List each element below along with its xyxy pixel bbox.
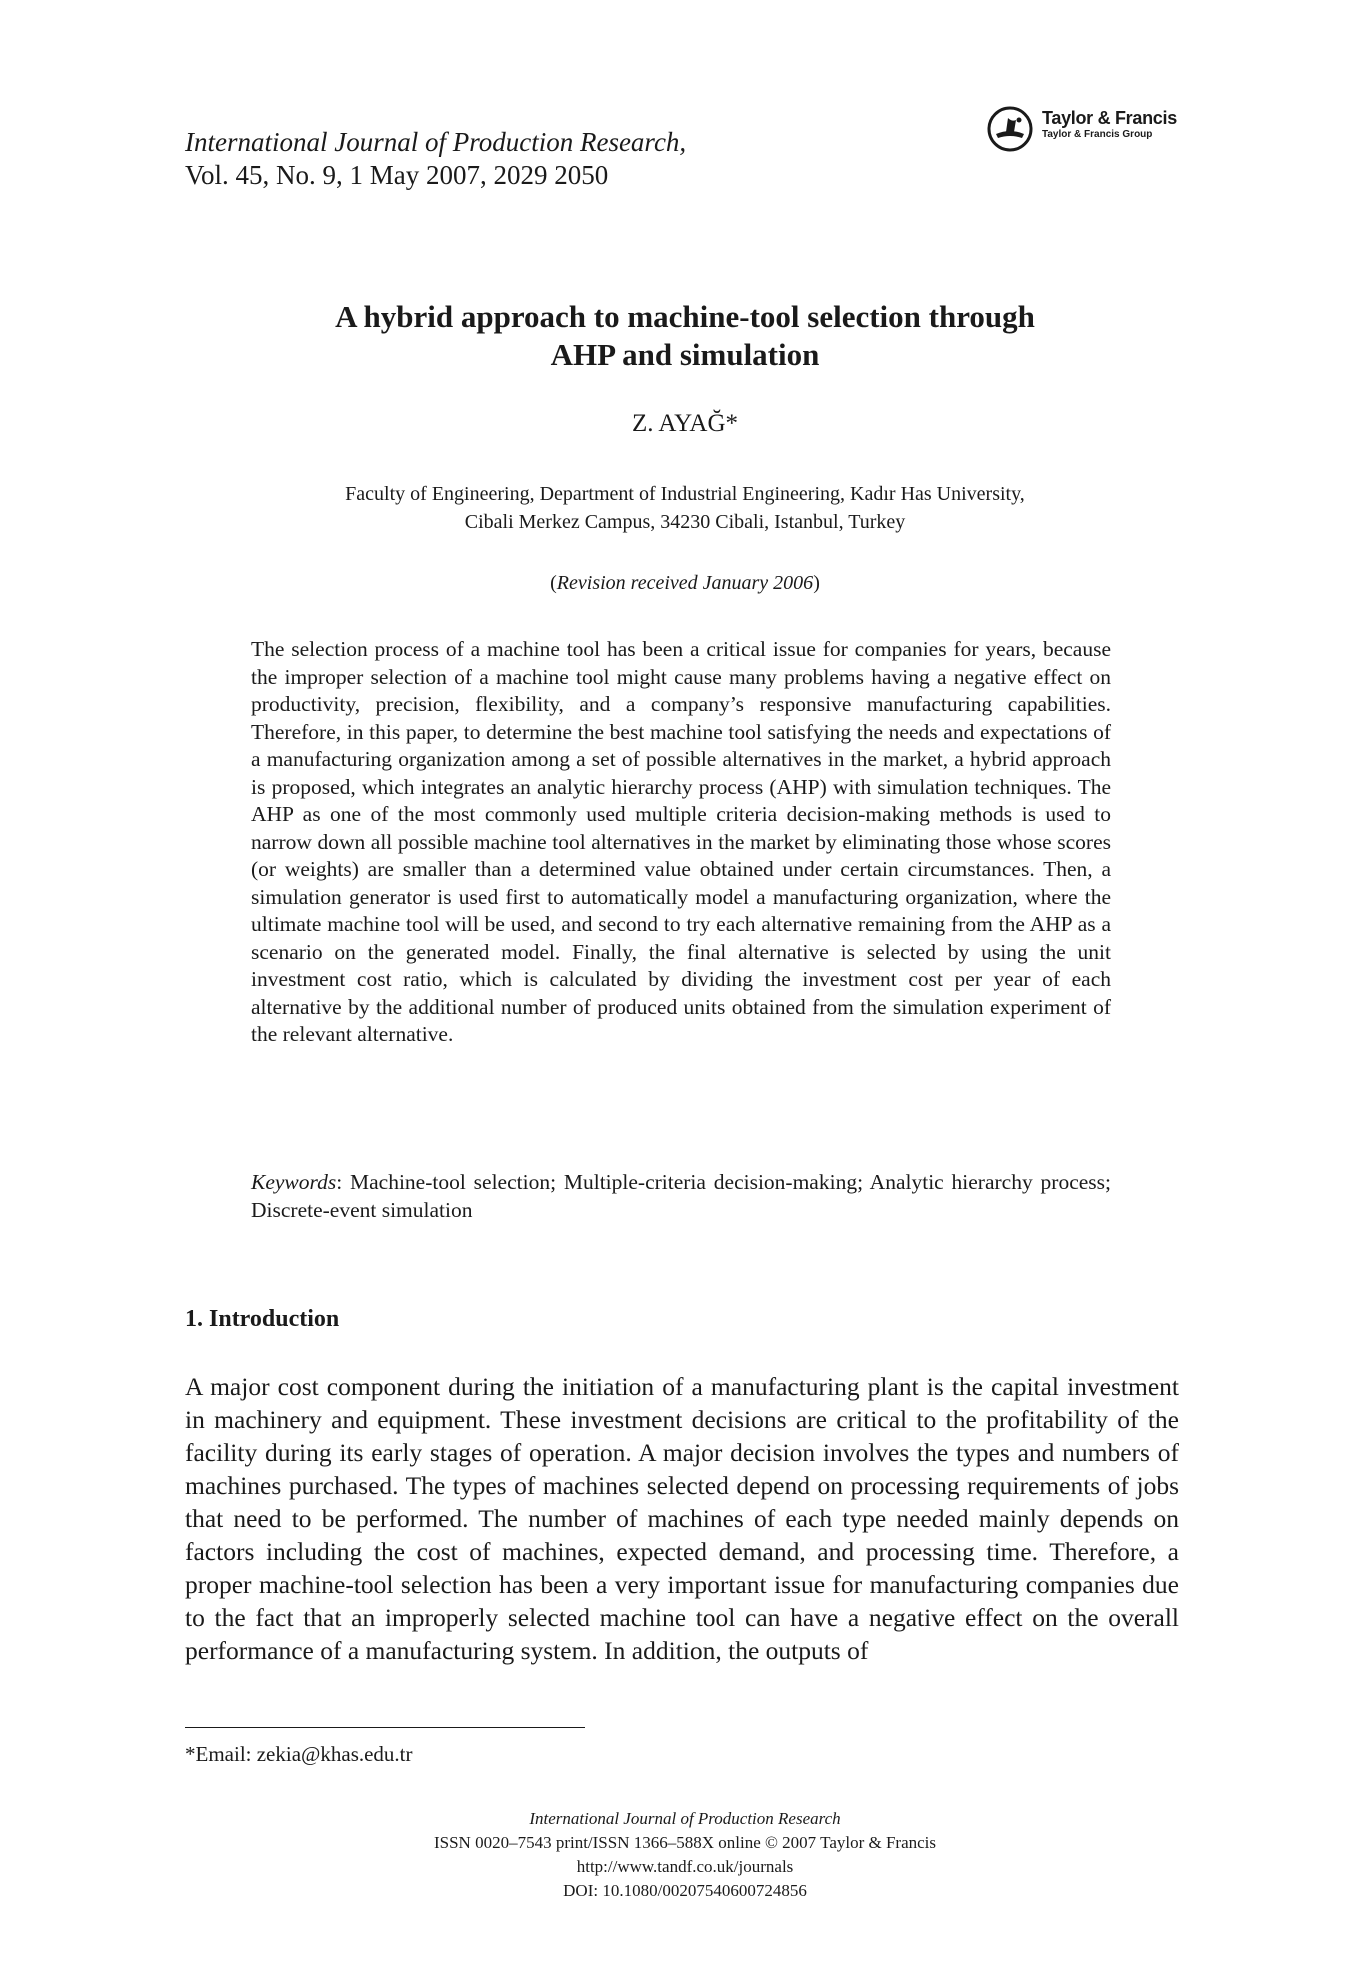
section-heading: 1. Introduction xyxy=(185,1306,340,1332)
title-line-1: A hybrid approach to machine-tool selection through xyxy=(335,299,1035,334)
publisher-name: Taylor & Francis xyxy=(1042,108,1177,128)
abstract: The selection process of a machine tool has been a critical issue for companies for years, because the improper selection of a machine tool might cause many problems having a negative effect on productivity, precision, flexibility, and a company’s responsive manufacturing capabilities. Therefore, in this paper, to determine the best machine tool satisfying the needs and expectations of a manufacturing organization among a set of possible alternatives in the market, a hybrid approach is proposed, which integrates an analytic hierarchy process (AHP) with simulation techniques. The AHP as one of the most commonly used multiple criteria decision-making methods is used to narrow down all possible machine tool alternatives in the market by eliminating those whose scores (or weights) are smaller than a determined value obtained under certain circumstances. Then, a simulation generator is used first to automatically model a manufacturing organization, where the ultimate machine tool will be used, and second to try each alternative remaining from the AHP as a scenario on the generated model. Finally, the final alternative is selected by using the unit investment cost ratio, which is calculated by dividing the investment cost per year of each alternative by the additional number of produced units obtained from the simulation experiment of the relevant alternative. xyxy=(251,637,1111,1046)
keywords-text: : Machine-tool selection; Multiple-criteria decision-making; Analytic hierarchy process; Discrete-event simulation xyxy=(251,1170,1111,1222)
volume-info: Vol. 45, No. 9, 1 May 2007, 2029 2050 xyxy=(185,160,609,190)
footer-url[interactable]: http://www.tandf.co.uk/journals xyxy=(576,1857,794,1876)
publisher-logo xyxy=(986,104,1186,156)
journal-name: International Journal of Production Research, xyxy=(185,127,687,157)
keywords xyxy=(251,1168,1111,1224)
journal-header xyxy=(185,126,686,192)
revision-close: ) xyxy=(813,572,820,594)
footer-issn: ISSN 0020–7543 print/ISSN 1366–588X online © 2007 Taylor & Francis xyxy=(433,1833,937,1852)
revision-open: ( xyxy=(550,572,557,594)
footer-doi: DOI: 10.1080/00207540600724856 xyxy=(563,1881,807,1900)
revision-note xyxy=(185,572,1185,595)
body-paragraph: A major cost component during the initiation of a manufacturing plant is the capital investment in machinery and equipment. These investment decisions are critical to the profitability of the facility during its early stages of operation. A major decision involves the types and numbers of machines purchased. The types of machines selected depend on processing requirements of jobs that need to be performed. The number of machines of each type needed mainly depends on factors including the cost of machines, expected demand, and processing time. Therefore, a proper machine-tool selection has been a very important issue for manufacturing companies due to the fact that an improperly selected machine tool can have a negative effect on the overall performance of a manufacturing system. In addition, the outputs of xyxy=(185,1372,1179,1665)
author-name: Z. AYAĞ* xyxy=(631,410,739,437)
affiliation-line-1: Faculty of Engineering, Department of Industrial Engineering, Kadır Has University, xyxy=(345,483,1025,505)
affiliation-line-2: Cibali Merkez Campus, 34230 Cibali, Istanbul, Turkey xyxy=(464,511,906,533)
footer-journal: International Journal of Production Research xyxy=(529,1809,841,1828)
footnote-divider xyxy=(185,1727,585,1728)
taylor-francis-logo-icon xyxy=(986,104,1036,154)
affiliation xyxy=(185,480,1185,536)
revision-text: Revision received January 2006 xyxy=(556,572,814,594)
paper-title xyxy=(185,298,1185,374)
publisher-group: Taylor & Francis Group xyxy=(1042,129,1153,140)
footnote: *Email: zekia@khas.edu.tr xyxy=(185,1742,413,1766)
keywords-label: Keywords xyxy=(251,1170,337,1194)
title-line-2: AHP and simulation xyxy=(550,337,820,372)
page-footer xyxy=(185,1807,1185,1903)
